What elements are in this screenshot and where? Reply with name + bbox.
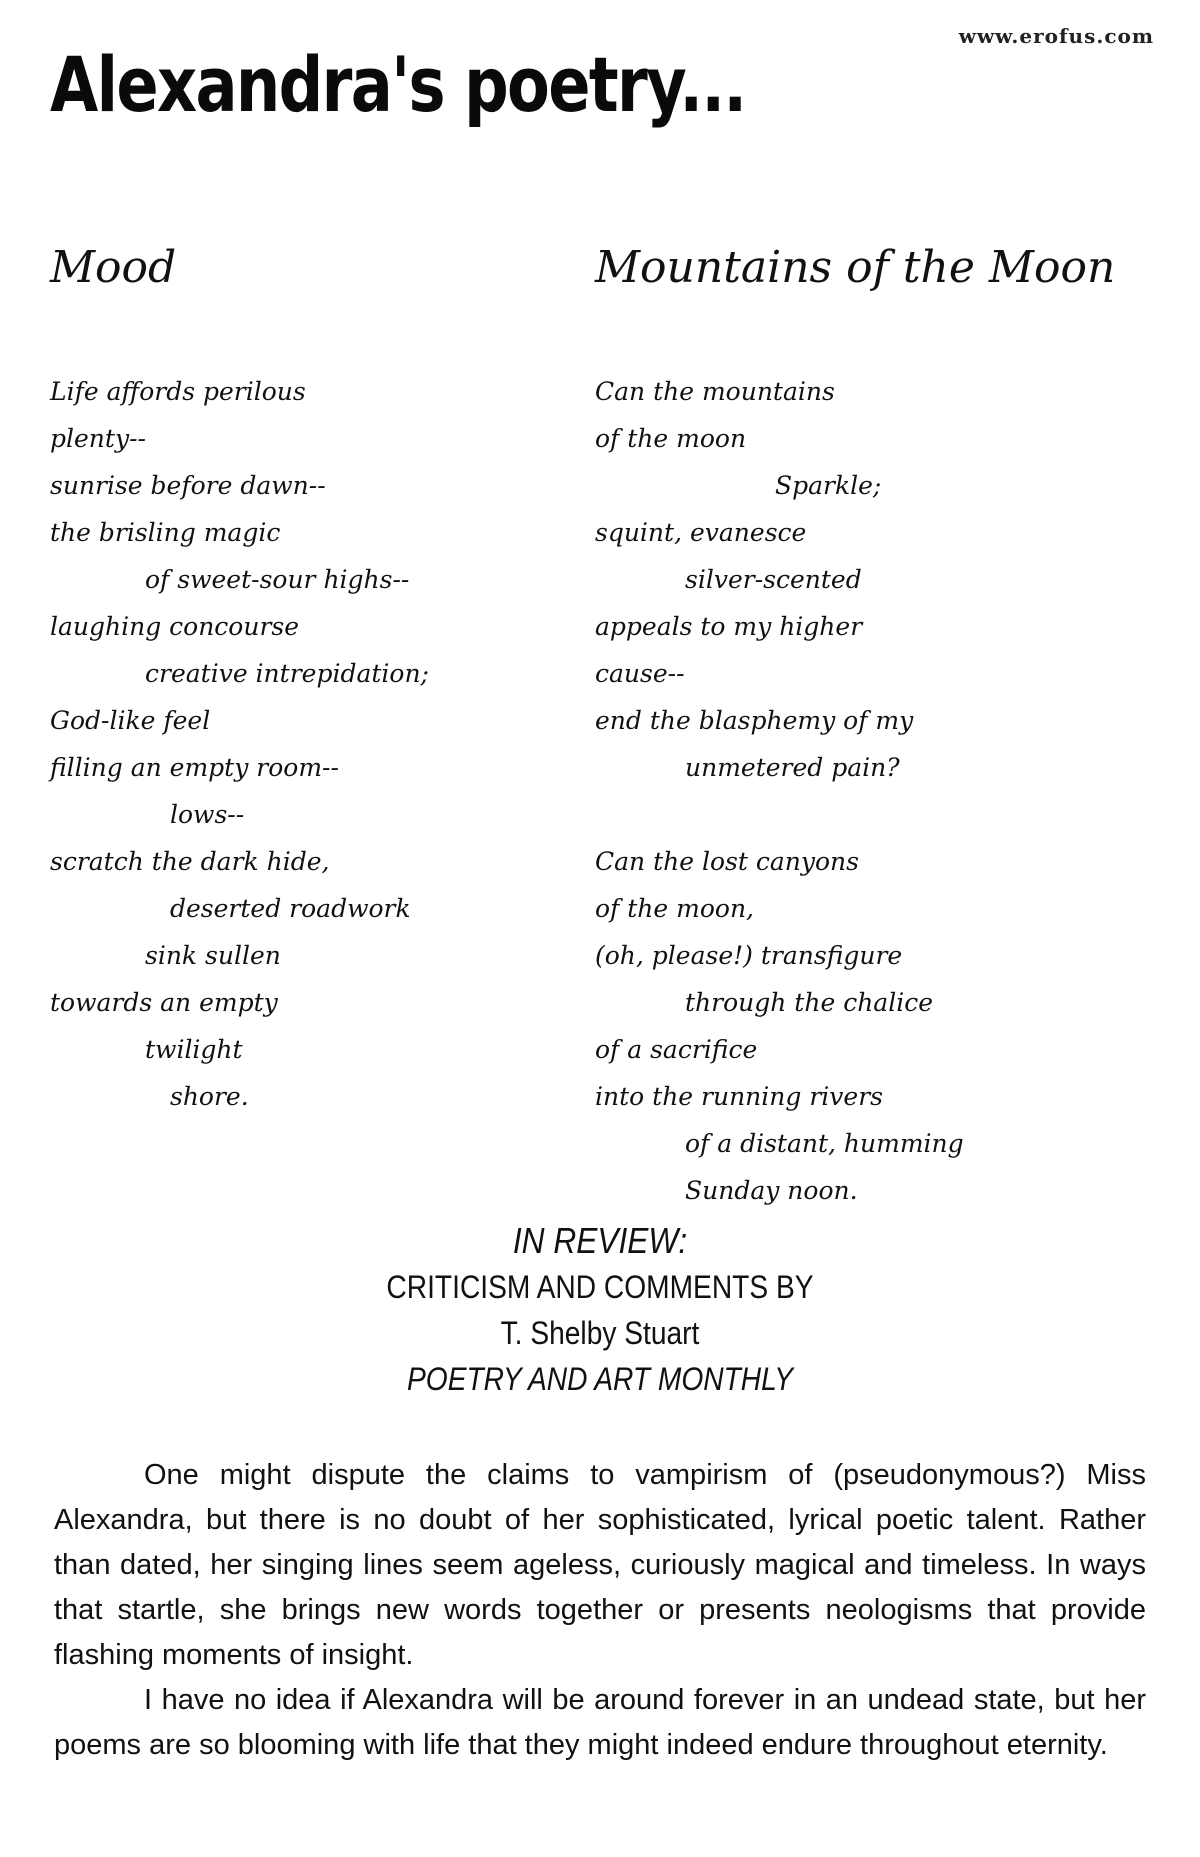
review-body (54, 1453, 1146, 1768)
poem-line: into the running rivers (595, 1082, 883, 1111)
poem-line: of the moon, (595, 894, 754, 923)
poem-title: Mountains of the Moon (595, 242, 1116, 293)
poem-line: laughing concourse (50, 612, 300, 641)
poem-line: of sweet-sour highs-- (145, 565, 410, 594)
poem-line: sink sullen (145, 941, 281, 970)
poem-line: through the chalice (685, 988, 933, 1017)
poem-line: God-like feel (50, 706, 211, 735)
poem-line: silver-scented (685, 565, 862, 594)
poem-line: unmetered pain? (685, 753, 900, 782)
review-paragraph: I have no idea if Alexandra will be around forever in an undead state, but her poems are so blooming with life that they might indeed endure throughout eternity. (54, 1684, 1146, 1761)
review-publication: POETRY AND ART MONTHLY (407, 1361, 793, 1397)
poem-line: appeals to my higher (595, 612, 863, 641)
poem-line: of the moon (595, 424, 747, 453)
poem-line: filling an empty room-- (50, 753, 339, 782)
poem-lines (595, 368, 1155, 1214)
review-heading: IN REVIEW: (512, 1220, 688, 1261)
poem-line: squint, evanesce (595, 518, 807, 547)
poem-lines (50, 368, 570, 1120)
watermark: www.erofus.com (958, 24, 1154, 48)
poem-line: (oh, please!) transfigure (595, 941, 903, 970)
poem-line: towards an empty (50, 988, 278, 1017)
poem-mood (50, 238, 570, 1120)
poem-line: Sparkle; (775, 471, 882, 500)
poem-line: cause-- (595, 659, 685, 688)
poem-line: twilight (145, 1035, 243, 1064)
review-subheading: CRITICISM AND COMMENTS BY (386, 1269, 814, 1305)
poem-mountains-of-the-moon (595, 238, 1155, 1214)
stanza-break (595, 791, 1155, 838)
poem-line: scratch the dark hide, (50, 847, 330, 876)
poem-line: Can the lost canyons (595, 847, 859, 876)
review-paragraph: One might dispute the claims to vampirism of (pseudonymous?) Miss Alexandra, but there is no doubt of her sophisticated, lyrical poetic talent. Rather than dated, her singing lines seem ageless, curiously magical and timeless. In ways that startle, she brings new words together or presents neologisms that provide flashing moments of insight. (54, 1459, 1146, 1671)
poem-line: lows-- (170, 800, 245, 829)
poem-line: plenty-- (50, 424, 146, 453)
poem-line: of a distant, humming (685, 1129, 964, 1158)
poem-line: sunrise before dawn-- (50, 471, 326, 500)
page-title: Alexandra's poetry... (50, 40, 746, 129)
review-header (0, 1218, 1200, 1402)
poem-line: Sunday noon. (685, 1176, 858, 1205)
poem-line: Can the mountains (595, 377, 835, 406)
poem-line: deserted roadwork (170, 894, 411, 923)
poem-line: the brisling magic (50, 518, 281, 547)
poem-line: of a sacrifice (595, 1035, 758, 1064)
poem-line: creative intrepidation; (145, 659, 429, 688)
review-author: T. Shelby Stuart (500, 1315, 700, 1351)
poem-title: Mood (50, 242, 177, 293)
poem-line: Life affords perilous (50, 377, 306, 406)
poem-line: end the blasphemy of my (595, 706, 914, 735)
poem-line: shore. (170, 1082, 249, 1111)
